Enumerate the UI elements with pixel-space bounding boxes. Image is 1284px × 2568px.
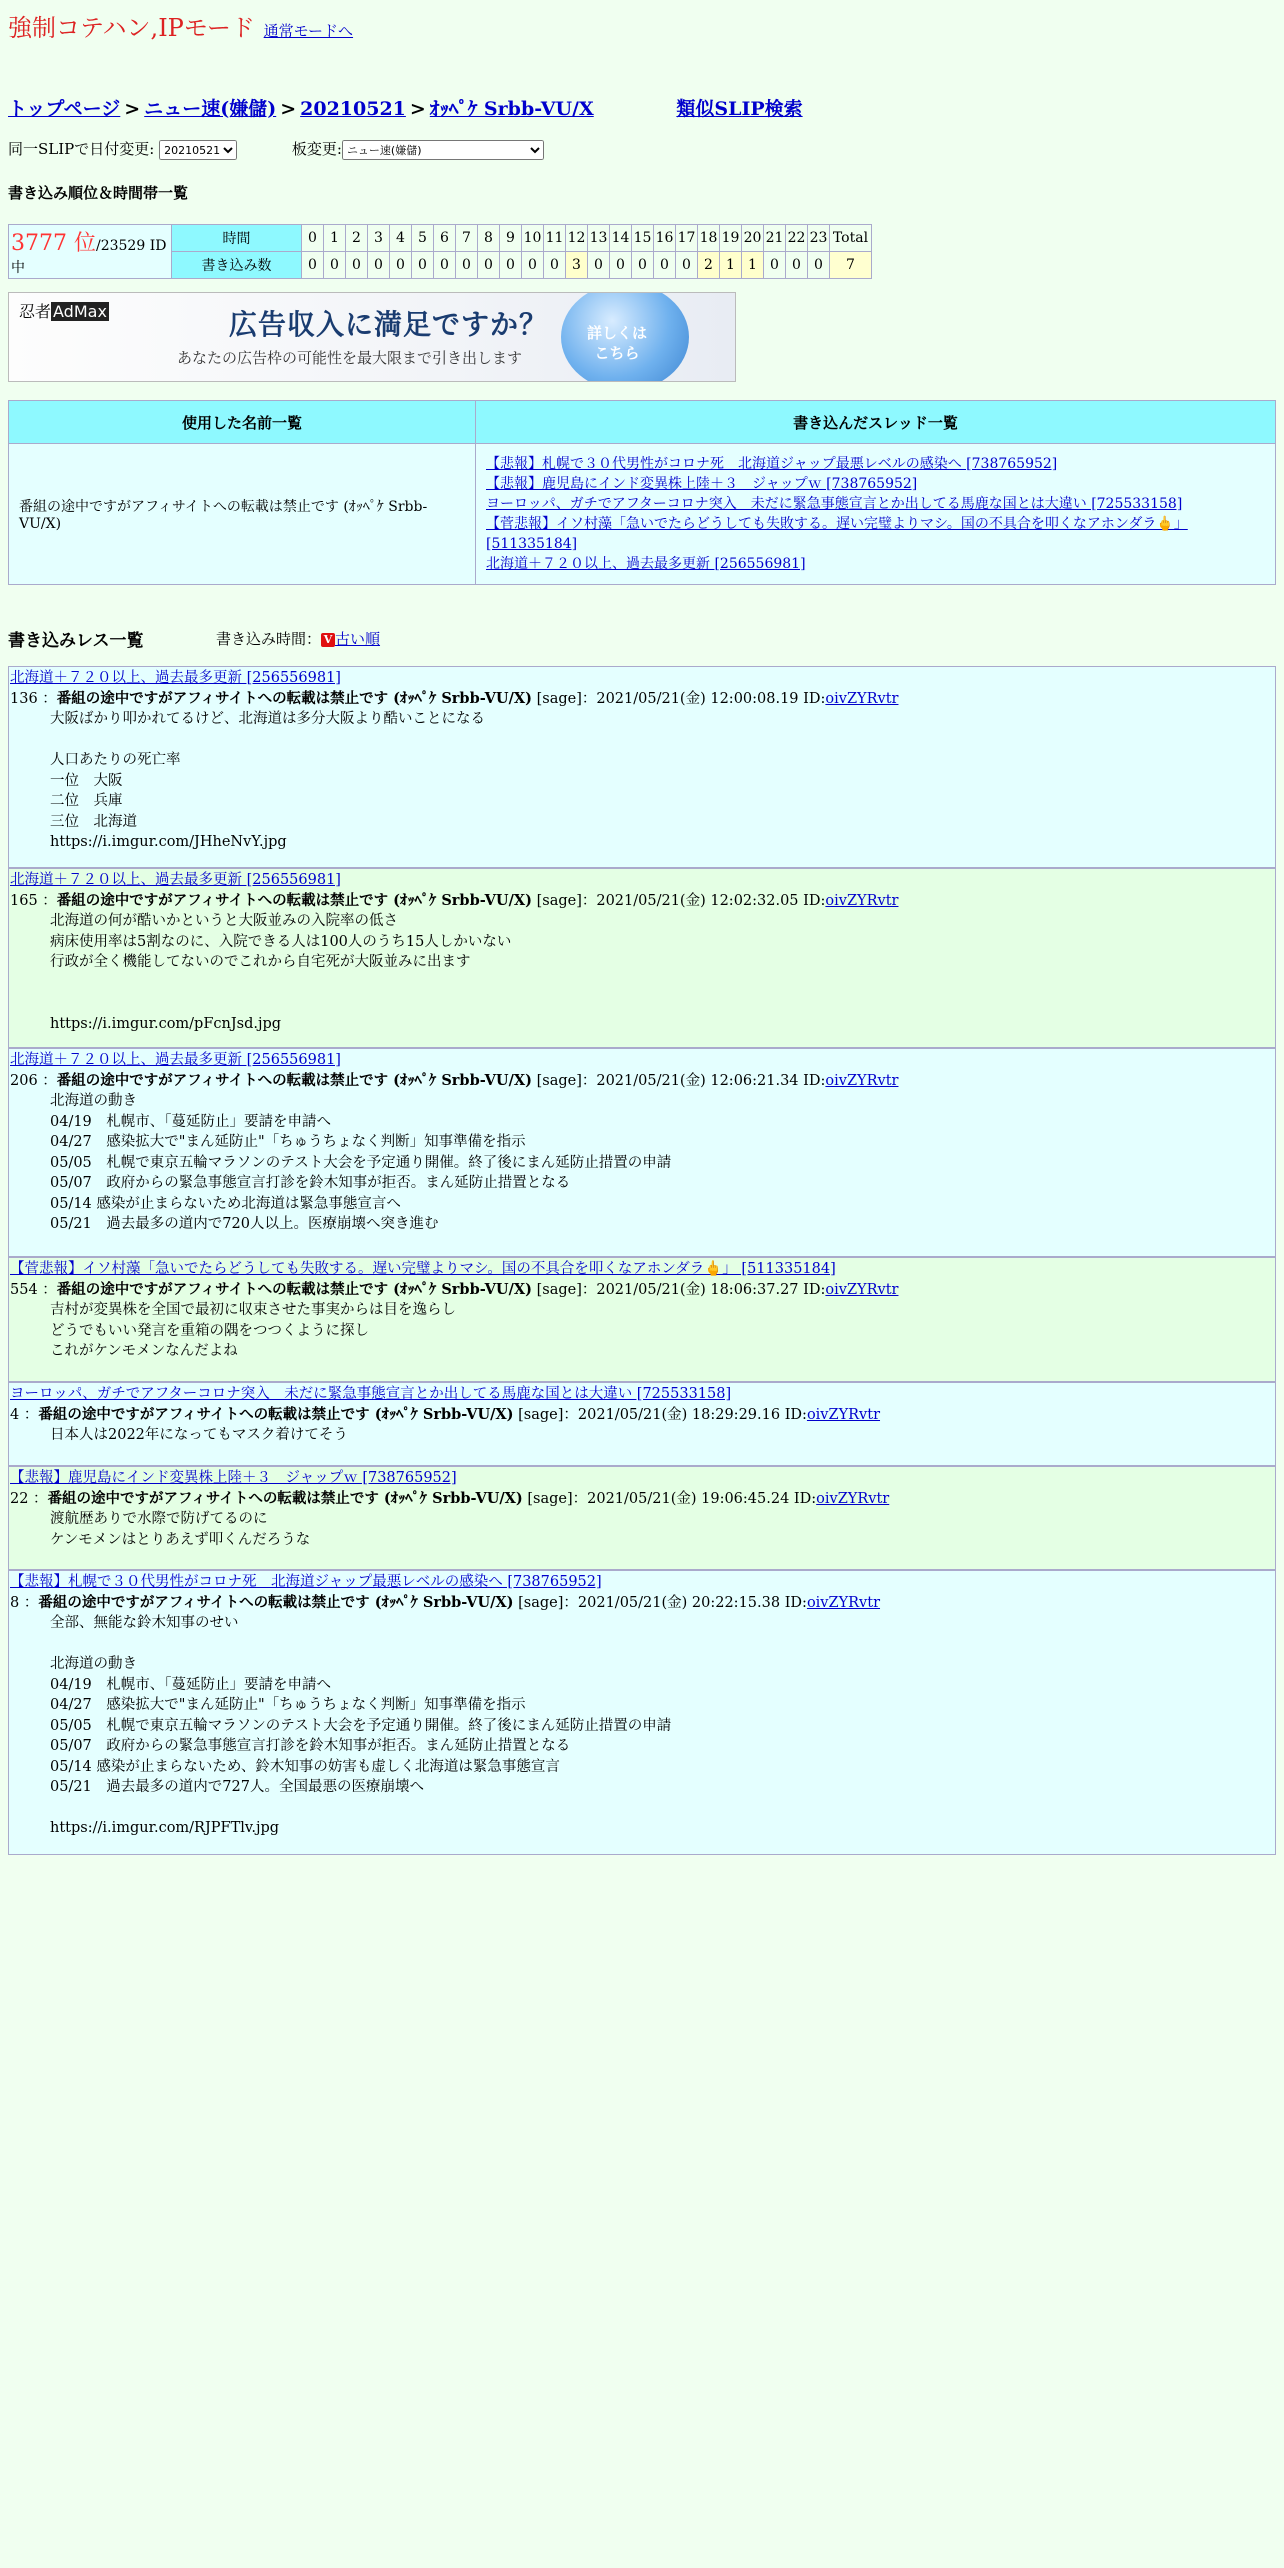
rank-total: /23529 ID中 <box>11 238 167 276</box>
count-cell: 0 <box>522 252 544 279</box>
thread-link[interactable]: 【菅悲報】イソ村藻「急いでたらどうしても失敗する。遅い完璧よりマシ。国の不具合を叩くなアホンダラ🖕」 [511335184] <box>486 516 1188 552</box>
ad-banner[interactable] <box>8 292 736 382</box>
hour-cell: 23 <box>808 225 830 252</box>
breadcrumb-top[interactable]: トップページ <box>8 98 121 120</box>
post-meta: [sage]：2021/05/21(金) 18:06:37.27 ID: <box>531 1281 826 1298</box>
hour-cell: 16 <box>654 225 676 252</box>
count-cell: 1 <box>720 252 742 279</box>
ad-headline: 広告収入に満足ですか？ <box>229 308 549 341</box>
hour-cell: 10 <box>522 225 544 252</box>
post-body: 吉村が変異株を全国で最初に収束させた事実からは目を逸らし どうでもいい発言を重箱の隅をつつくように探し これがケンモメンなんだよね <box>50 1302 456 1359</box>
post-number: 136 ： <box>10 690 57 707</box>
post-meta: [sage]：2021/05/21(金) 19:06:45.24 ID: <box>522 1490 817 1507</box>
sort-label: 書き込み時間： <box>216 630 322 648</box>
count-cell: 1 <box>742 252 764 279</box>
hour-cell: 21 <box>764 225 786 252</box>
count-cell: 0 <box>500 252 522 279</box>
post-meta: [sage]：2021/05/21(金) 20:22:15.38 ID: <box>513 1594 807 1611</box>
post-header <box>10 1491 889 1507</box>
mode-title: 強制コテハン,IPモード <box>8 14 255 42</box>
breadcrumb-sep: > <box>280 98 297 120</box>
hour-cell: 0 <box>302 225 324 252</box>
count-cell: 0 <box>654 252 676 279</box>
count-cell: 0 <box>346 252 368 279</box>
hour-cell: 9 <box>500 225 522 252</box>
post-header <box>10 1073 898 1089</box>
post-body: 渡航歴ありで水際で防げてるのに ケンモメンはとりあえず叩くんだろうな <box>50 1511 311 1548</box>
post-author: 番組の途中ですがアフィサイトへの転載は禁止です (ｵｯﾍﾟｹ Srbb-VU/X) <box>56 1071 532 1089</box>
post-body: 大阪ばかり叩かれてるけど、北海道は多分大阪より酷いことになる 人口あたりの死亡率 一位 大阪 二位 兵庫 三位 北海道 https://i.imgur.com/JHheNvY.jpg <box>50 711 485 850</box>
thread-link[interactable]: 【悲報】鹿児島にインド変異株上陸＋３ ジャップｗ [738765952] <box>486 476 918 492</box>
post <box>8 1257 1276 1382</box>
similar-slip-search-link[interactable]: 類似SLIP検索 <box>676 98 803 120</box>
hour-cell: 5 <box>412 225 434 252</box>
count-cell: 0 <box>610 252 632 279</box>
post-thread-link[interactable]: 【菅悲報】イソ村藻「急いでたらどうしても失敗する。遅い完璧よりマシ。国の不具合を叩くなアホンダラ🖕」 [511335184] <box>10 1261 836 1277</box>
date-select[interactable] <box>159 140 237 160</box>
rank-value: 3777 位 <box>11 231 96 256</box>
count-cell: 0 <box>434 252 456 279</box>
post <box>8 868 1276 1048</box>
breadcrumb-date[interactable]: 20210521 <box>300 98 406 120</box>
count-cell: 2 <box>698 252 720 279</box>
board-change-label: 板変更: <box>291 140 342 158</box>
post-header <box>10 1407 880 1423</box>
count-cell: 0 <box>412 252 434 279</box>
post-header <box>10 1282 898 1298</box>
post-list <box>8 666 1276 1855</box>
rank-heading: 書き込み順位＆時間帯一覧 <box>8 184 189 202</box>
post-header <box>10 1595 880 1611</box>
count-cell: 3 <box>566 252 588 279</box>
breadcrumb-sep: > <box>124 98 141 120</box>
post-body: 全部、無能な鈴木知事のせい 北海道の動き 04/19 札幌市、「蔓延防止」要請を申請へ 04/27 感染拡大で"まん延防止"「ちゅうちょなく判断」知事準備を指示 05/05 札幌で東京五輪マラソンのテスト大会を予定通り開催。終了後にまん延防止措置の申請 05/07 政府からの緊急事態宣言打診を鈴木知事が拒否。まん延防止措置となる 05/14 感染が止まらないため、鈴木知事の妨害も虚しく北海道は緊急事態宣言 05/21 過去最多の道内で727人。全国最悪の医療崩壊へ https://i.imgur.com/RJPFTlv.jpg <box>50 1615 672 1836</box>
posts-heading: 書き込みレス一覧 <box>8 631 144 651</box>
used-name-cell: 番組の途中ですがアフィサイトへの転載は禁止です (ｵｯﾍﾟｹ Srbb-VU/X) <box>9 444 476 585</box>
post-thread-link[interactable]: 北海道＋７２０以上、過去最多更新 [256556981] <box>10 1052 341 1068</box>
post-header <box>10 691 898 707</box>
hour-cell: 22 <box>786 225 808 252</box>
post <box>8 1048 1276 1257</box>
thread-link[interactable]: 北海道＋７２０以上、過去最多更新 [256556981] <box>486 556 806 572</box>
post-body: 日本人は2022年になってもマスク着けてそう <box>50 1427 348 1443</box>
post-id-link[interactable]: oivZYRvtr <box>816 1490 890 1507</box>
post-id-link[interactable]: oivZYRvtr <box>825 892 899 909</box>
count-cell: 0 <box>588 252 610 279</box>
post-number: 22 ： <box>10 1490 48 1507</box>
count-cell: 0 <box>786 252 808 279</box>
hour-cell: 1 <box>324 225 346 252</box>
post-body: 北海道の動き 04/19 札幌市、「蔓延防止」要請を申請へ 04/27 感染拡大で"まん延防止"「ちゅうちょなく判断」知事準備を指示 05/05 札幌で東京五輪マラソンのテスト大会を予定通り開催。終了後にまん延防止措置の申請 05/07 政府からの緊急事態宣言打診を鈴木知事が拒否。まん延防止措置となる 05/14 感染が止まらないため北海道は緊急事態宣言へ 05/21 過去最多の道内で720人以上。医療崩壊へ突き進む <box>50 1093 672 1232</box>
hour-cell: 2 <box>346 225 368 252</box>
post-author: 番組の途中ですがアフィサイトへの転載は禁止です (ｵｯﾍﾟｹ Srbb-VU/X) <box>38 1405 514 1423</box>
hour-cell: 7 <box>456 225 478 252</box>
ad-details-label: 詳しくは こちら <box>587 324 648 362</box>
ad-subtext: あなたの広告枠の可能性を最大限まで引き出します <box>177 349 523 367</box>
hour-cell: 3 <box>368 225 390 252</box>
post-thread-link[interactable]: 北海道＋７２０以上、過去最多更新 [256556981] <box>10 670 341 686</box>
post <box>8 1382 1276 1466</box>
hour-cell: 8 <box>478 225 500 252</box>
count-cell: 0 <box>368 252 390 279</box>
hour-cell: 19 <box>720 225 742 252</box>
time-row-label: 時間 <box>172 225 302 252</box>
board-select[interactable] <box>342 140 544 160</box>
post-meta: [sage]：2021/05/21(金) 18:29:29.16 ID: <box>513 1406 807 1423</box>
hour-cell: 18 <box>698 225 720 252</box>
post-number: 165 ： <box>10 892 57 909</box>
threads-column-header: 書き込んだスレッド一覧 <box>476 401 1276 444</box>
hour-cell: 15 <box>632 225 654 252</box>
post-id-link[interactable]: oivZYRvtr <box>825 690 899 707</box>
mode-header <box>8 8 353 43</box>
post-author: 番組の途中ですがアフィサイトへの転載は禁止です (ｵｯﾍﾟｹ Srbb-VU/X) <box>56 689 532 707</box>
post-meta: [sage]：2021/05/21(金) 12:06:21.34 ID: <box>531 1072 826 1089</box>
post-author: 番組の途中ですがアフィサイトへの転載は禁止です (ｵｯﾍﾟｹ Srbb-VU/X) <box>38 1593 514 1611</box>
post-number: 554 ： <box>10 1281 57 1298</box>
post-meta: [sage]：2021/05/21(金) 12:02:32.05 ID: <box>531 892 826 909</box>
count-cell: 0 <box>764 252 786 279</box>
post-number: 4 ： <box>10 1406 39 1423</box>
count-row-label: 書き込み数 <box>172 252 302 279</box>
post <box>8 1466 1276 1570</box>
breadcrumb-sep: > <box>409 98 426 120</box>
post-author: 番組の途中ですがアフィサイトへの転載は禁止です (ｵｯﾍﾟｹ Srbb-VU/X) <box>56 1280 532 1298</box>
count-cell: 0 <box>478 252 500 279</box>
sort-bar <box>216 628 380 649</box>
thread-link[interactable]: ヨーロッパ、ガチでアフターコロナ突入 未だに緊急事態宣言とか出してる馬鹿な国とは大違い [725533158] <box>486 496 1183 512</box>
total-header: Total <box>830 225 872 252</box>
post-thread-link[interactable]: 北海道＋７２０以上、過去最多更新 [256556981] <box>10 872 341 888</box>
post-id-link[interactable]: oivZYRvtr <box>825 1281 899 1298</box>
thread-list-cell <box>476 444 1276 585</box>
post-id-link[interactable]: oivZYRvtr <box>806 1406 881 1423</box>
post-id-link[interactable]: oivZYRvtr <box>806 1594 881 1611</box>
count-cell: 0 <box>390 252 412 279</box>
ad-logo <box>19 299 109 322</box>
ad-logo-ninja: 忍者 <box>19 302 52 321</box>
post-thread-link[interactable]: 【悲報】鹿児島にインド変異株上陸＋３ ジャップｗ [738765952] <box>10 1470 457 1486</box>
breadcrumb-board[interactable]: ニュー速(嫌儲) <box>144 98 277 120</box>
hour-cell: 14 <box>610 225 632 252</box>
hour-cell: 20 <box>742 225 764 252</box>
count-cell: 0 <box>632 252 654 279</box>
post-author: 番組の途中ですがアフィサイトへの転載は禁止です (ｵｯﾍﾟｹ Srbb-VU/X) <box>47 1489 523 1507</box>
sort-v-icon: V <box>321 633 335 647</box>
post-header <box>10 893 898 909</box>
post-id-link[interactable]: oivZYRvtr <box>825 1072 899 1089</box>
post-thread-link[interactable]: ヨーロッパ、ガチでアフターコロナ突入 未だに緊急事態宣言とか出してる馬鹿な国とは大違い [725533158] <box>10 1386 732 1402</box>
hour-cell: 13 <box>588 225 610 252</box>
count-cell: 0 <box>676 252 698 279</box>
hourly-table <box>8 224 872 279</box>
hour-cell: 17 <box>676 225 698 252</box>
thread-link[interactable]: 【悲報】札幌で３０代男性がコロナ死 北海道ジャップ最悪レベルの感染へ [738765952] <box>486 456 1058 472</box>
hour-cell: 4 <box>390 225 412 252</box>
hour-cell: 12 <box>566 225 588 252</box>
date-change-label: 同一SLIPで日付変更: <box>8 140 155 158</box>
names-threads-table <box>8 400 1276 585</box>
total-value: 7 <box>830 252 872 279</box>
post-thread-link[interactable]: 【悲報】札幌で３０代男性がコロナ死 北海道ジャップ最悪レベルの感染へ [738765952] <box>10 1574 602 1590</box>
post-body: 北海道の何が酷いかというと大阪並みの入院率の低さ 病床使用率は5割なのに、入院できる人は100人のうち15人しかいない 行政が全く機能してないのでこれから自宅死が大阪並みに出ます https://i.imgur.com/pFcnJsd.jpg <box>50 913 512 1032</box>
select-bar <box>8 138 544 160</box>
hour-cell: 11 <box>544 225 566 252</box>
count-cell: 0 <box>302 252 324 279</box>
count-cell: 0 <box>324 252 346 279</box>
count-cell: 0 <box>544 252 566 279</box>
rank-cell <box>9 225 172 279</box>
post-number: 206 ： <box>10 1072 57 1089</box>
normal-mode-link[interactable]: 通常モードへ <box>263 22 354 40</box>
post-number: 8 ： <box>10 1594 39 1611</box>
breadcrumb <box>8 94 803 121</box>
ad-logo-admax: AdMax <box>53 302 107 321</box>
ad-details-button[interactable] <box>561 292 689 382</box>
sort-oldest-link[interactable]: 古い順 <box>335 630 381 648</box>
count-cell: 0 <box>456 252 478 279</box>
post <box>8 1570 1276 1855</box>
post-meta: [sage]：2021/05/21(金) 12:00:08.19 ID: <box>531 690 826 707</box>
post-author: 番組の途中ですがアフィサイトへの転載は禁止です (ｵｯﾍﾟｹ Srbb-VU/X) <box>56 891 532 909</box>
count-cell: 0 <box>808 252 830 279</box>
post <box>8 666 1276 868</box>
hour-cell: 6 <box>434 225 456 252</box>
names-column-header: 使用した名前一覧 <box>9 401 476 444</box>
breadcrumb-slip[interactable]: ｵｯﾍﾟｹ Srbb-VU/X <box>429 98 594 120</box>
